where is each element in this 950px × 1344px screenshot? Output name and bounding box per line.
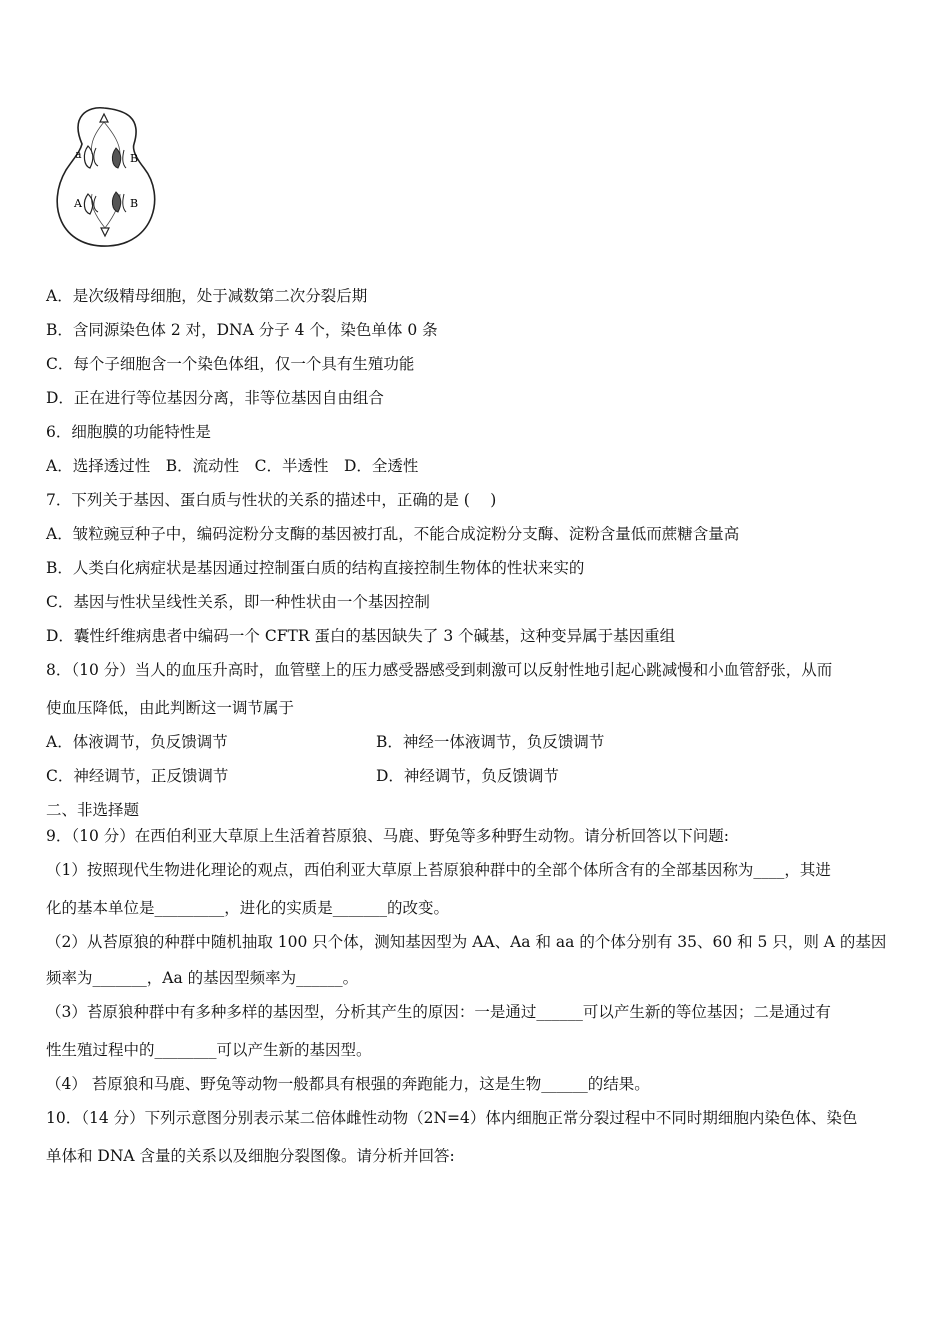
- cell-division-figure: [44, 104, 168, 252]
- q9-stem: 9．（10 分）在西伯利亚大草原上生活着苔原狼、马鹿、野兔等多种野生动物。请分析回答以下问题:: [46, 827, 729, 845]
- q5-option-d: D．正在进行等位基因分离，非等位基因自由组合: [46, 389, 384, 407]
- q10-stem-line1: 10．（14 分）下列示意图分别表示某二倍体雌性动物（2N=4）体内细胞正常分裂过程中不同时期细胞内染色体、染色: [46, 1109, 858, 1127]
- label-a-top: a: [75, 148, 82, 161]
- chromosome-b-bottom: [112, 192, 120, 212]
- q7-option-d: D．囊性纤维病患者中编码一个 CFTR 蛋白的基因缺失了 3 个碱基，这种变异属于基因重组: [46, 627, 676, 645]
- q10-stem-line2: 单体和 DNA 含量的关系以及细胞分裂图像。请分析并回答:: [46, 1147, 455, 1165]
- q8-option-b: B．神经一体液调节，负反馈调节: [376, 733, 605, 751]
- chromosome-a-top-2: [94, 148, 98, 166]
- spindle-pole-top: [100, 114, 108, 122]
- chromosome-b-bottom-2: [123, 194, 126, 212]
- q5-option-c: C．每个子细胞含一个染色体组，仅一个具有生殖功能: [46, 355, 415, 373]
- q9-part2-line2: 频率为_______，Aa 的基因型频率为______。: [46, 969, 359, 987]
- label-b-bottom: B: [130, 197, 139, 210]
- spindle-pole-bottom: [101, 228, 109, 236]
- chromosome-a-bottom-2: [94, 196, 98, 212]
- q8-stem-line2: 使血压降低，由此判断这一调节属于: [46, 699, 295, 717]
- q5-option-b: B．含同源染色体 2 对，DNA 分子 4 个，染色单体 0 条: [46, 321, 438, 339]
- label-a-bottom: A: [74, 197, 82, 210]
- q9-part4: （4） 苔原狼和马鹿、野兔等动物一般都具有根强的奔跑能力，这是生物______的结果。: [46, 1075, 650, 1093]
- q7-stem: 7．下列关于基因、蛋白质与性状的关系的描述中，正确的是 ( ): [46, 491, 497, 509]
- cell-membrane: [57, 108, 155, 246]
- q8-option-row1: [46, 732, 228, 752]
- q5-option-a: A．是次级精母细胞，处于减数第二次分裂后期: [46, 287, 368, 305]
- q8-option-a: A．体液调节，负反馈调节: [46, 733, 228, 751]
- q7-option-c: C．基因与性状呈线性关系，即一种性状由一个基因控制: [46, 593, 430, 611]
- q9-part2-line1: （2）从苔原狼的种群中随机抽取 100 只个体，测知基因型为 AA、Aa 和 aa 的个体分别有 35、60 和 5 只，则 A 的基因: [46, 933, 887, 951]
- q8-option-d: D．神经调节，负反馈调节: [376, 767, 559, 785]
- q7-option-a: A．皱粒豌豆种子中，编码淀粉分支酶的基因被打乱，不能合成淀粉分支酶、淀粉含量低而蔗糖含量高: [46, 525, 740, 543]
- chromosome-b-top-2: [123, 150, 126, 168]
- q6-stem: 6．细胞膜的功能特性是: [46, 423, 211, 441]
- q9-part3-line2: 性生殖过程中的________可以产生新的基因型。: [46, 1041, 372, 1059]
- q9-part3-line1: （3）苔原狼种群中有多种多样的基因型，分析其产生的原因：一是通过______可以产生新的等位基因；二是通过有: [46, 1003, 831, 1021]
- section-heading: 二、非选择题: [46, 801, 140, 819]
- label-b-top: B: [130, 152, 139, 165]
- q9-part1-line2: 化的基本单位是_________，进化的实质是_______的改变。: [46, 899, 450, 917]
- q8-stem-line1: 8．（10 分）当人的血压升高时，血管壁上的压力感受器感受到刺激可以反射性地引起心跳减慢和小血管舒张，从而: [46, 661, 833, 679]
- spindle-fibers: [92, 122, 121, 228]
- q9-part1-line1: （1）按照现代生物进化理论的观点，西伯利亚大草原上苔原狼种群中的全部个体所含有的全部基因称为____，其进: [46, 861, 831, 879]
- q6-options: A．选择透过性 B．流动性 C．半透性 D．全透性: [46, 457, 419, 475]
- q7-option-b: B．人类白化病症状是基因通过控制蛋白质的结构直接控制生物体的性状来实的: [46, 559, 585, 577]
- q8-option-c: C．神经调节，正反馈调节: [46, 767, 229, 785]
